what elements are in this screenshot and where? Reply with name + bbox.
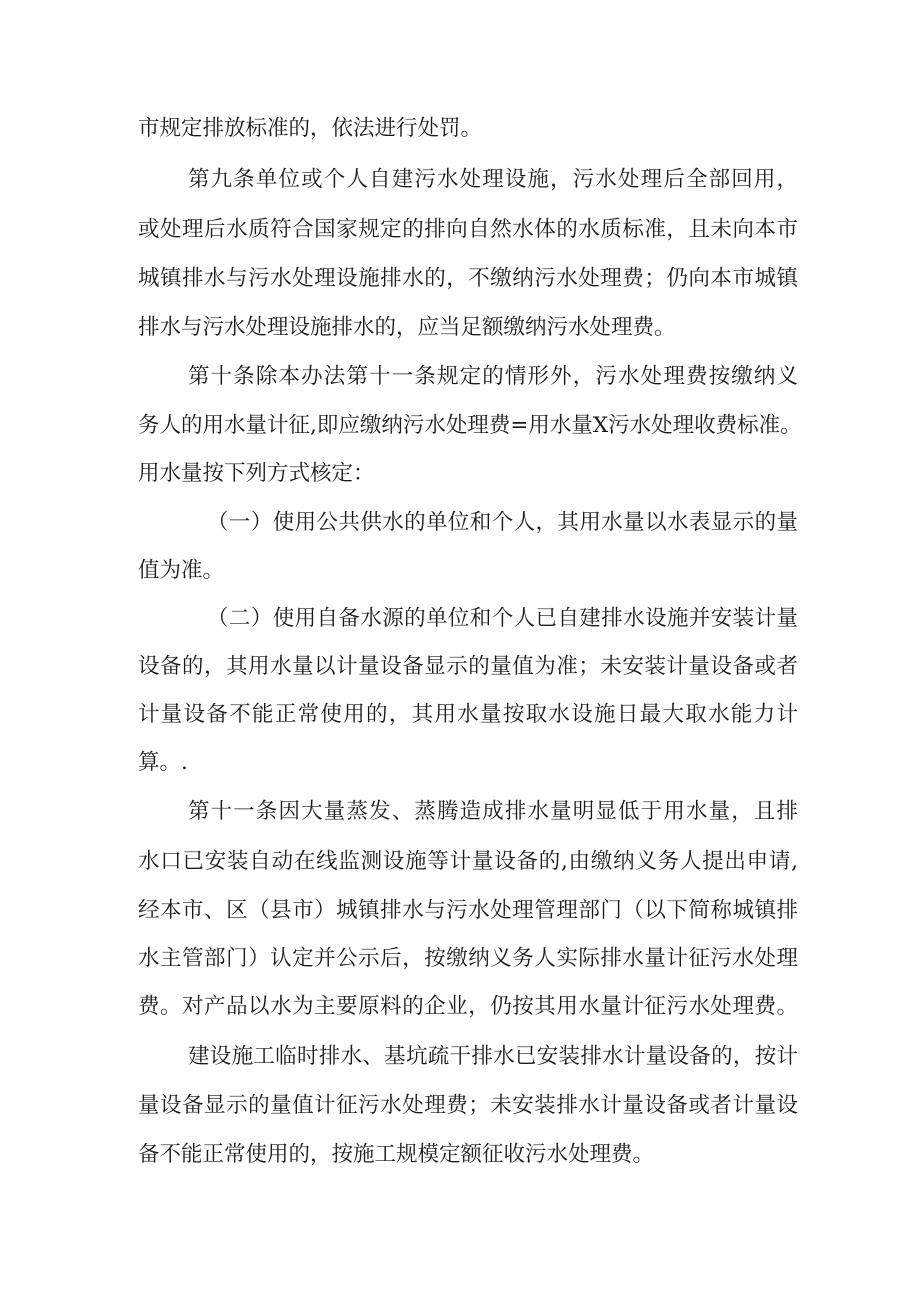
text-line: （一）使用公共供水的单位和个人，其用水量以水表显示的量 <box>207 510 798 535</box>
text-line: 计量设备不能正常使用的，其用水量按取水设施日最大取水能力计 <box>138 702 798 727</box>
text-line: 设备的，其用水量以计量设备显示的量值为准；未安装计量设备或者 <box>138 654 798 679</box>
text-line: 排水与污水处理设施排水的，应当足额缴纳污水处理费。 <box>138 315 676 340</box>
text-line: 量设备显示的量值计征污水处理费；未安装排水计量设备或者计量设 <box>138 1093 798 1118</box>
text-line: 建设施工临时排水、基坑疏干排水已安装排水计量设备的，按计 <box>188 1044 798 1069</box>
text-line: 值为准。 <box>138 558 225 583</box>
text-line: 第九条单位或个人自建污水处理设施，污水处理后全部回用， <box>188 167 798 192</box>
text-line: 算。. <box>138 750 188 775</box>
text-line: （二）使用自备水源的单位和个人已自建排水设施并安装计量 <box>207 606 798 631</box>
text-line: 费。对产品以水为主要原料的企业，仍按其用水量计征污水处理费。 <box>138 994 798 1019</box>
text-line: 务人的用水量计征,即应缴纳污水处理费=用水量X污水处理收费标准。 <box>138 413 802 438</box>
text-line: 经本市、区（县市）城镇排水与污水处理管理部门（以下简称城镇排 <box>138 898 798 923</box>
text-line: 第十条除本办法第十一条规定的情形外，污水处理费按缴纳义 <box>188 364 798 389</box>
text-line: 水口已安装自动在线监测设施等计量设备的,由缴纳义务人提出申请, <box>138 849 798 874</box>
text-line: 或处理后水质符合国家规定的排向自然水体的水质标准，且未向本市 <box>138 217 798 242</box>
text-line: 城镇排水与污水处理设施排水的，不缴纳污水处理费；仍向本市城镇 <box>138 266 798 291</box>
text-line: 用水量按下列方式核定： <box>138 461 375 486</box>
text-line: 水主管部门）认定并公示后，按缴纳义务人实际排水量计征污水处理 <box>138 946 798 971</box>
text-line: 第十一条因大量蒸发、蒸腾造成排水量明显低于用水量，且排 <box>188 799 798 824</box>
text-line: 备不能正常使用的，按施工规模定额征收污水处理费。 <box>138 1142 655 1167</box>
text-line: 市规定排放标准的，依法进行处罚。 <box>138 116 483 141</box>
